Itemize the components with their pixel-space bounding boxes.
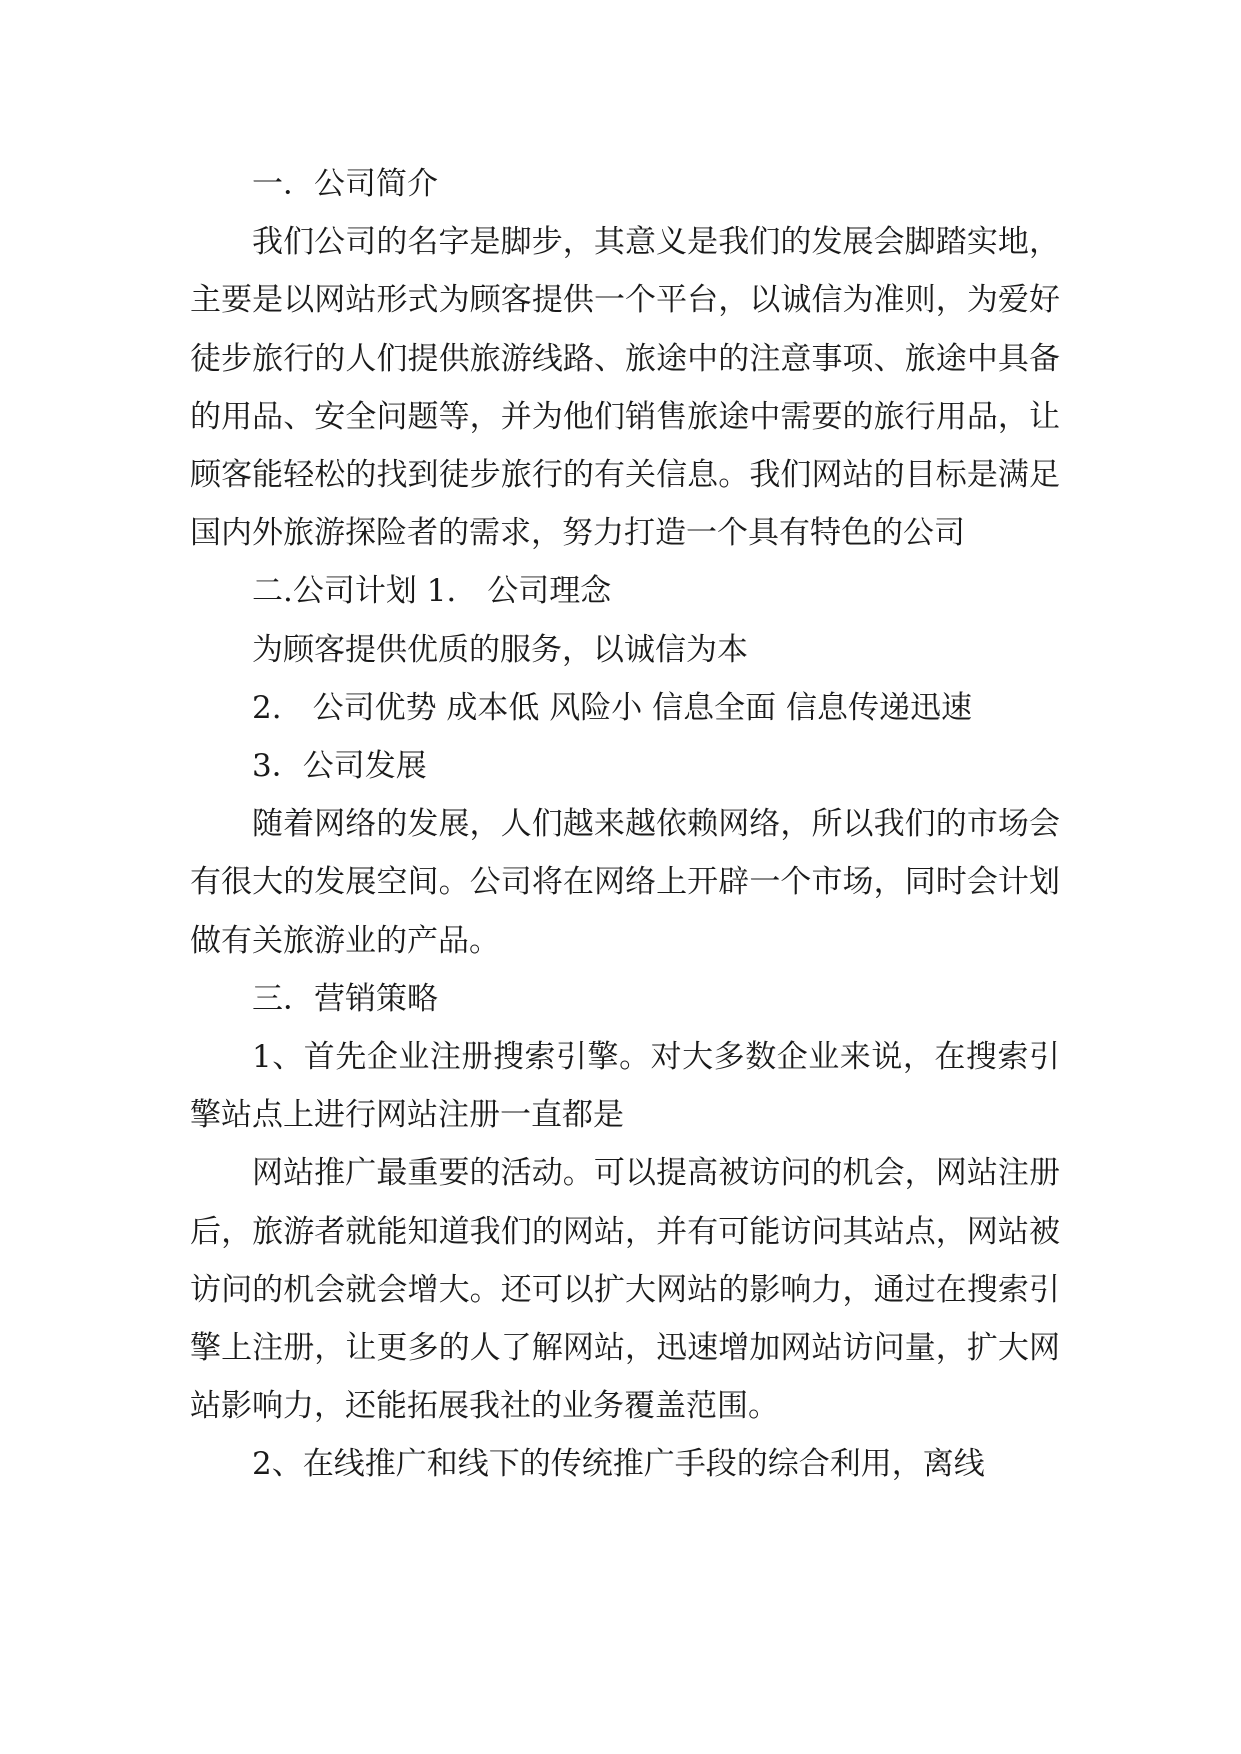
document-body — [190, 155, 1060, 1494]
paragraph-company-advantages: 2. 公司优势 成本低 风险小 信息全面 信息传递迅速 — [252, 689, 972, 726]
paragraph-online-offline-promotion: 2、在线推广和线下的传统推广手段的综合利用，离线 — [252, 1446, 985, 1483]
paragraph-company-intro: 我们公司的名字是脚步，其意义是我们的发展会脚踏实地，主要是以网站形式为顾客提供一个平台，以诚信为准则，为爱好徒步旅行的人们提供旅游线路、旅途中的注意事项、旅途中具备的用品、安全问题等，并为他们销售旅途中需要的旅行用品，让顾客能轻松的找到徒步旅行的有关信息。我们网站的目标是满足国内外旅游探险者的需求，努力打造一个具有特色的公司 — [190, 224, 1060, 552]
subheading-company-development: 3．公司发展 — [252, 748, 427, 785]
paragraph-company-philosophy: 为顾客提供优质的服务，以诚信为本 — [252, 631, 748, 668]
section-heading-marketing-strategy: 三．营销策略 — [252, 980, 438, 1017]
paragraph-website-promotion: 网站推广最重要的活动。可以提高被访问的机会，网站注册后，旅游者就能知道我们的网站，并有可能访问其站点，网站被访问的机会就会增大。还可以扩大网站的影响力，通过在搜索引擎上注册，让更多的人了解网站，迅速增加网站访问量，扩大网站影响力，还能拓展我社的业务覆盖范围。 — [190, 1155, 1060, 1425]
paragraph-company-development: 随着网络的发展，人们越来越依赖网络，所以我们的市场会有很大的发展空间。公司将在网络上开辟一个市场，同时会计划做有关旅游业的产品。 — [190, 806, 1060, 959]
section-heading-company-intro: 一．公司简介 — [252, 166, 438, 202]
paragraph-search-engine-registration: 1、首先企业注册搜索引擎。对大多数企业来说，在搜索引擎站点上进行网站注册一直都是 — [190, 1039, 1060, 1134]
section-heading-company-plan: 二.公司计划 1. 公司理念 — [252, 573, 612, 610]
